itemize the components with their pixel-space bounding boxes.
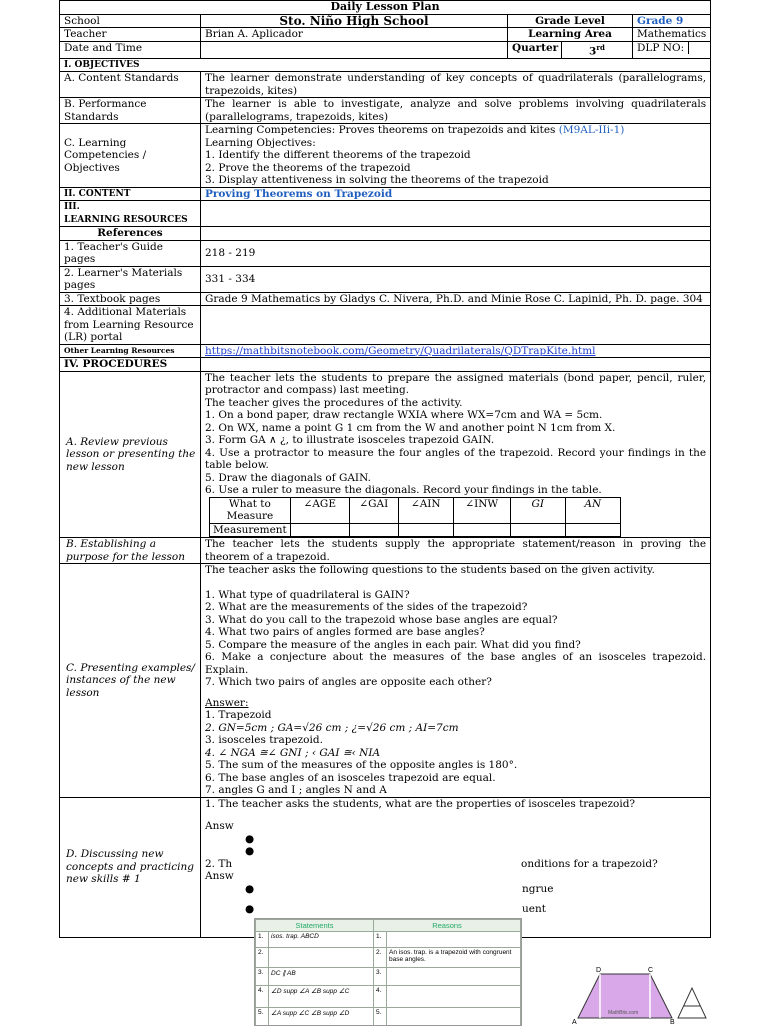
proof-table-image: Statements Reasons 1. isos. trap. ABCD 1. 2. 2. An isos. trap. is a trapezoid with congruent base angles. 3. DC ∥ AB 3. 4. ∠D supp ∠A ∠B supp ∠C 4. 5. ∠A supp ∠C ∠B supp ∠D 5. (254, 918, 522, 1026)
procedures-heading: IV. PROCEDURES (60, 358, 201, 372)
other-resources-label: Other Learning Resources (60, 344, 201, 358)
presenting-examples-text: The teacher asks the following questions to the students based on the given activity. 1. What type of quadrilateral is GAIN? 2. What are the measurements of the sides of the trapezoid? 3. What do you call to the trapezoid whose base angles are equal? 4. What two pairs of angles formed are base angles? 5. Compare the measure of the angles in each pair. What did you find? 6. Make a conjecture about the measures of the base angles of an isosceles trapezoid. Explain. 7. Which two pairs of angles are opposite each other? Answer: 1. Trapezoid 2. GN=5cm ; GA=√26 cm ; ¿=√26 cm ; AI=7cm 3. isosceles trapezoid. 4. ∠ NGA ≅∠ GNI ; ‹ GAI ≅‹ NIA 5. The sum of the measures of the opposite angles is 180°. 6. The base angles of an isosceles trapezoid are equal. 7. angles G and I ; angles N and A (201, 564, 711, 798)
vertex-c-label: C (648, 967, 654, 974)
teachers-guide-label: 1. Teacher's Guide pages (60, 240, 201, 266)
triangle-shape (678, 988, 706, 1018)
other-resources-link[interactable]: https://mathbitsnotebook.com/Geometry/Quadrilaterals/QDTrapKite.html (201, 344, 711, 358)
reasons-header: Reasons (374, 920, 521, 932)
dlp-number: DLP NO: (633, 41, 711, 58)
quarter-label: Quarter (508, 41, 562, 58)
angle-age-header: ∠AGE (290, 497, 349, 523)
lr-portal-label: 4. Additional Materials from Learning Resource (LR) portal (60, 306, 201, 345)
discussing-concepts-label: D. Discussing new concepts and practicing new skills # 1 (60, 797, 201, 937)
learning-resources-heading: III. LEARNING RESOURCES (60, 201, 201, 227)
teacher-value: Brian A. Aplicador (201, 28, 508, 42)
learners-materials-value: 331 - 334 (201, 266, 711, 292)
objectives-heading: I. OBJECTIVES (60, 58, 711, 72)
learning-competencies-label: C. Learning Competencies / Objectives (60, 124, 201, 188)
content-heading: II. CONTENT (60, 187, 201, 201)
lesson-plan-page (59, 0, 710, 938)
learning-area-label: Learning Area (508, 28, 633, 42)
diagonal-gi-header: GI (510, 497, 565, 523)
discussing-concepts-text: 1. The teacher asks the students, what are the properties of isosceles trapezoid? Answ ● ● 2. Th onditions for a trapezoid? Answ ● ngrue ● uent (201, 797, 711, 937)
learning-area-value: Mathematics (633, 28, 711, 42)
establishing-purpose-text: The teacher lets the students supply the appropriate statement/reason in proving the theorem of a trapezoid. (201, 538, 711, 564)
school-label: School (60, 14, 201, 28)
figure-watermark: MathBits.com (608, 1010, 639, 1016)
review-lesson-label: A. Review previous lesson or presenting the new lesson (60, 371, 201, 538)
grade-level-label: Grade Level (508, 14, 633, 28)
content-standards-text: The learner demonstrate understanding of key concepts of quadrilaterals (parallelograms, trapezoids, kites) (201, 72, 711, 98)
trapezoid-figure (560, 966, 710, 1024)
content-value: Proving Theorems on Trapezoid (201, 187, 711, 201)
date-time-value (201, 41, 508, 58)
measurement-row-label: Measurement (210, 523, 291, 537)
presenting-examples-label: C. Presenting examples/ instances of the new lesson (60, 564, 201, 798)
learners-materials-label: 2. Learner's Materials pages (60, 266, 201, 292)
school-value: Sto. Niño High School (201, 14, 508, 28)
diagonal-an-header: AN (565, 497, 620, 523)
angle-gai-header: ∠GAI (349, 497, 398, 523)
measure-header: What to Measure (210, 497, 291, 523)
angle-ain-header: ∠AIN (398, 497, 453, 523)
vertex-d-label: D (596, 967, 602, 974)
quarter-value: 3rd (562, 41, 633, 58)
grade-level-value: Grade 9 (633, 14, 711, 28)
textbook-label: 3. Textbook pages (60, 292, 201, 306)
textbook-value: Grade 9 Mathematics by Gladys C. Nivera, Ph.D. and Minie Rose C. Lapinid, Ph. D. page. 304 (201, 292, 711, 306)
document-title: Daily Lesson Plan (60, 1, 711, 15)
references-heading: References (60, 227, 201, 241)
teachers-guide-value: 218 - 219 (201, 240, 711, 266)
vertex-a-label: A (572, 1019, 577, 1024)
content-standards-label: A. Content Standards (60, 72, 201, 98)
teacher-label: Teacher (60, 28, 201, 42)
learning-competencies-text: Learning Competencies: Proves theorems on trapezoids and kites (M9AL-IIi-1) Learning Objectives: 1. Identify the different theorems of the trapezoid 2. Prove the theorems of the trapezoid 3. Display attentiveness in solving the theorems of the trapezoid (201, 124, 711, 188)
vertex-b-label: B (670, 1019, 675, 1024)
establishing-purpose-label: B. Establishing a purpose for the lesson (60, 538, 201, 564)
statements-header: Statements (256, 920, 374, 932)
lesson-plan-table (59, 0, 711, 938)
performance-standards-label: B. Performance Standards (60, 98, 201, 124)
measurement-table (209, 497, 621, 538)
review-lesson-text: The teacher lets the students to prepare the assigned materials (bond paper, pencil, ruler, protractor and compass) last meeting. The teacher gives the procedures of the activity. 1. On a bond paper, draw rectangle WXIA where WX=7cm and WA = 5cm. 2. On WX, name a point G 1 cm from the W and another point N 1cm from X. 3. Form GA ∧ ¿, to illustrate isosceles trapezoid GAIN. 4. Use a protractor to measure the four angles of the trapezoid. Record your findings in the table below. 5. Draw the diagonals of GAIN. 6. Use a ruler to measure the diagonals. Record your findings in the table. What to Measure ∠AGE ∠GAI ∠AIN ∠INW GI AN Measurement (201, 371, 711, 538)
date-time-label: Date and Time (60, 41, 201, 58)
angle-inw-header: ∠INW (453, 497, 510, 523)
performance-standards-text: The learner is able to investigate, analyze and solve problems involving quadrilaterals (parallelograms, trapezoids, kites) (201, 98, 711, 124)
